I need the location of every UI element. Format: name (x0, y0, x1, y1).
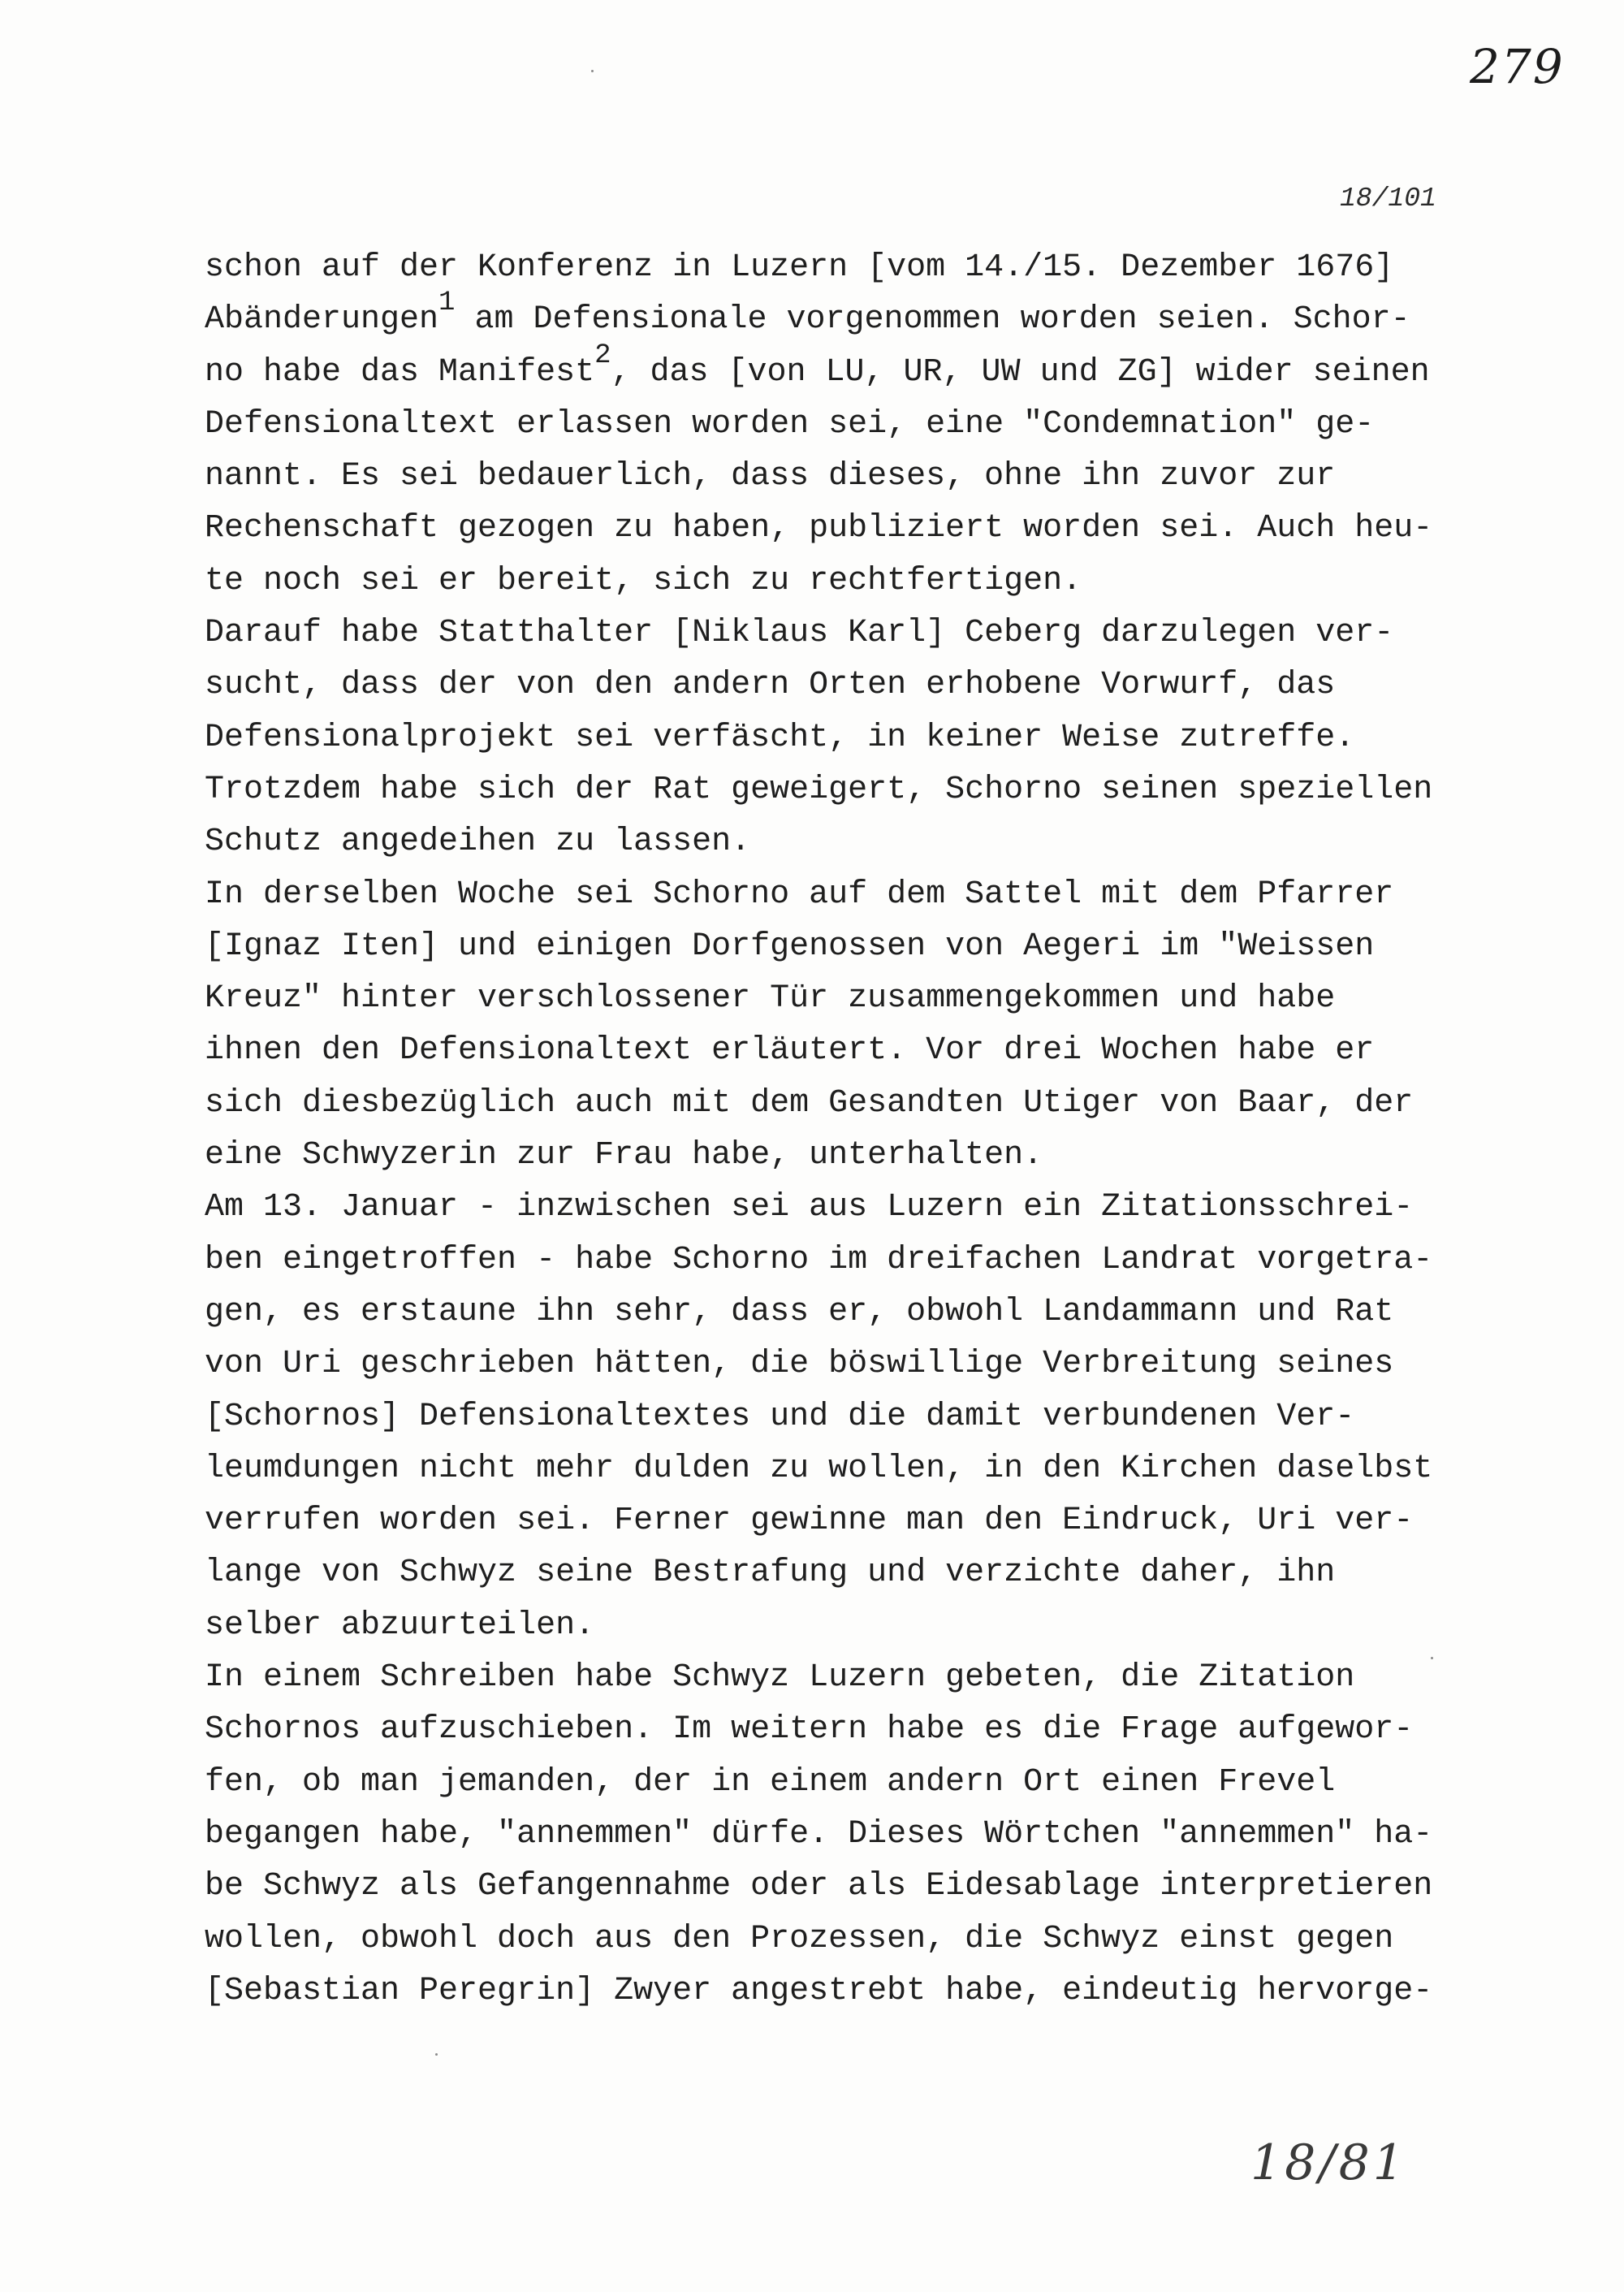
text-line (205, 288, 1455, 346)
text-segment: [Schornos] Defensionaltextes und die damit verbundenen Ver- (205, 1398, 1355, 1435)
text-line (205, 1130, 1455, 1182)
text-segment: Defensionaltext erlassen worden sei, eine "Condemnation" ge- (205, 405, 1375, 443)
text-segment: Abänderungen (205, 301, 439, 339)
text-segment: ihnen den Defensionaltext erläutert. Vor drei Wochen habe er (205, 1032, 1375, 1070)
text-segment: In derselben Woche sei Schorno auf dem Sattel mit dem Pfarrer (205, 876, 1394, 913)
text-line (205, 1914, 1455, 1965)
text-line (205, 1861, 1455, 1913)
text-segment: be Schwyz als Gefangennahme oder als Eidesablage interpretieren (205, 1868, 1433, 1905)
text-line (205, 608, 1455, 659)
text-line (205, 921, 1455, 973)
text-line (205, 1287, 1455, 1338)
text-line (205, 1338, 1455, 1390)
text-segment: no habe das Manifest (205, 353, 595, 391)
text-line (205, 869, 1455, 921)
text-line (205, 1078, 1455, 1130)
scan-speck (1431, 1657, 1433, 1659)
text-line (205, 1757, 1455, 1809)
text-segment: am Defensionale vorgenommen worden seien. Schor- (455, 301, 1410, 339)
text-line (205, 1809, 1455, 1861)
text-segment: begangen habe, "annemmen" dürfe. Dieses Wörtchen "annemmen" ha- (205, 1815, 1433, 1853)
text-segment: [Ignaz Iten] und einigen Dorfgenossen von Aegeri im "Weissen (205, 928, 1375, 965)
handwritten-archive-number: 18/81 (1250, 2134, 1407, 2191)
text-segment: , das [von LU, UR, UW und ZG] wider seinen (611, 353, 1430, 391)
text-segment: leumdungen nicht mehr dulden zu wollen, in den Kirchen daselbst (205, 1450, 1433, 1487)
text-line (205, 816, 1455, 868)
text-line (205, 556, 1455, 608)
text-segment: Schornos aufzuschieben. Im weitern habe es die Frage aufgewor- (205, 1711, 1414, 1749)
text-line (205, 1600, 1455, 1652)
text-segment: von Uri geschrieben hätten, die böswillige Verbreitung seines (205, 1346, 1394, 1383)
text-line (205, 1391, 1455, 1443)
text-line (205, 503, 1455, 555)
footnote-marker: 1 (438, 288, 456, 319)
text-segment: schon auf der Konferenz in Luzern [vom 14./15. Dezember 1676] (205, 249, 1394, 286)
text-line (205, 451, 1455, 503)
text-line (205, 712, 1455, 764)
text-segment: Darauf habe Statthalter [Niklaus Karl] Ceberg darzulegen ver- (205, 615, 1394, 652)
text-segment: wollen, obwohl doch aus den Prozessen, die Schwyz einst gegen (205, 1920, 1394, 1957)
scan-speck (591, 70, 594, 72)
text-segment: In einem Schreiben habe Schwyz Luzern gebeten, die Zitation (205, 1659, 1355, 1697)
text-segment: fen, ob man jemanden, der in einem andern Ort einen Frevel (205, 1763, 1336, 1801)
text-segment: Am 13. Januar - inzwischen sei aus Luzern ein Zitationsschrei- (205, 1189, 1414, 1226)
text-line (205, 1965, 1455, 2017)
footnote-marker: 2 (594, 339, 611, 371)
text-line (205, 1495, 1455, 1547)
text-segment: [Sebastian Peregrin] Zwyer angestrebt habe, eindeutig hervorge- (205, 1972, 1433, 2009)
page-reference: 18/101 (1340, 184, 1436, 214)
text-line (205, 1443, 1455, 1495)
text-segment: gen, es erstaune ihn sehr, dass er, obwohl Landammann und Rat (205, 1293, 1394, 1330)
handwritten-folio-number: 279 (1470, 39, 1565, 94)
text-segment: verrufen worden sei. Ferner gewinne man den Eindruck, Uri ver- (205, 1503, 1414, 1540)
text-line (205, 399, 1455, 451)
text-segment: eine Schwyzerin zur Frau habe, unterhalten. (205, 1137, 1043, 1174)
text-segment: Defensionalprojekt sei verfäscht, in keiner Weise zutreffe. (205, 719, 1355, 756)
text-segment: Trotzdem habe sich der Rat geweigert, Schorno seinen speziellen (205, 771, 1433, 808)
text-segment: lange von Schwyz seine Bestrafung und verzichte daher, ihn (205, 1555, 1336, 1592)
text-line (205, 1235, 1455, 1287)
text-segment: sucht, dass der von den andern Orten erhobene Vorwurf, das (205, 667, 1336, 704)
text-line (205, 659, 1455, 711)
body-text (205, 242, 1455, 2017)
text-segment: selber abzuurteilen. (205, 1607, 595, 1644)
text-segment: Schutz angedeihen zu lassen. (205, 824, 751, 861)
text-line (205, 1704, 1455, 1756)
text-line (205, 1547, 1455, 1599)
scan-speck (435, 2053, 438, 2056)
text-segment: ben eingetroffen - habe Schorno im dreifachen Landrat vorgetra- (205, 1241, 1433, 1278)
text-line (205, 764, 1455, 816)
text-segment: Kreuz" hinter verschlossener Tür zusammengekommen und habe (205, 980, 1336, 1018)
text-segment: sich diesbezüglich auch mit dem Gesandten Utiger von Baar, der (205, 1084, 1414, 1122)
text-line (205, 1025, 1455, 1077)
text-line (205, 973, 1455, 1025)
text-line (205, 1182, 1455, 1234)
text-line (205, 1652, 1455, 1704)
text-segment: nannt. Es sei bedauerlich, dass dieses, ohne ihn zuvor zur (205, 458, 1336, 495)
text-segment: te noch sei er bereit, sich zu rechtfertigen. (205, 562, 1082, 599)
text-line (205, 339, 1455, 399)
text-line (205, 242, 1455, 294)
text-segment: Rechenschaft gezogen zu haben, publiziert worden sei. Auch heu- (205, 510, 1433, 547)
